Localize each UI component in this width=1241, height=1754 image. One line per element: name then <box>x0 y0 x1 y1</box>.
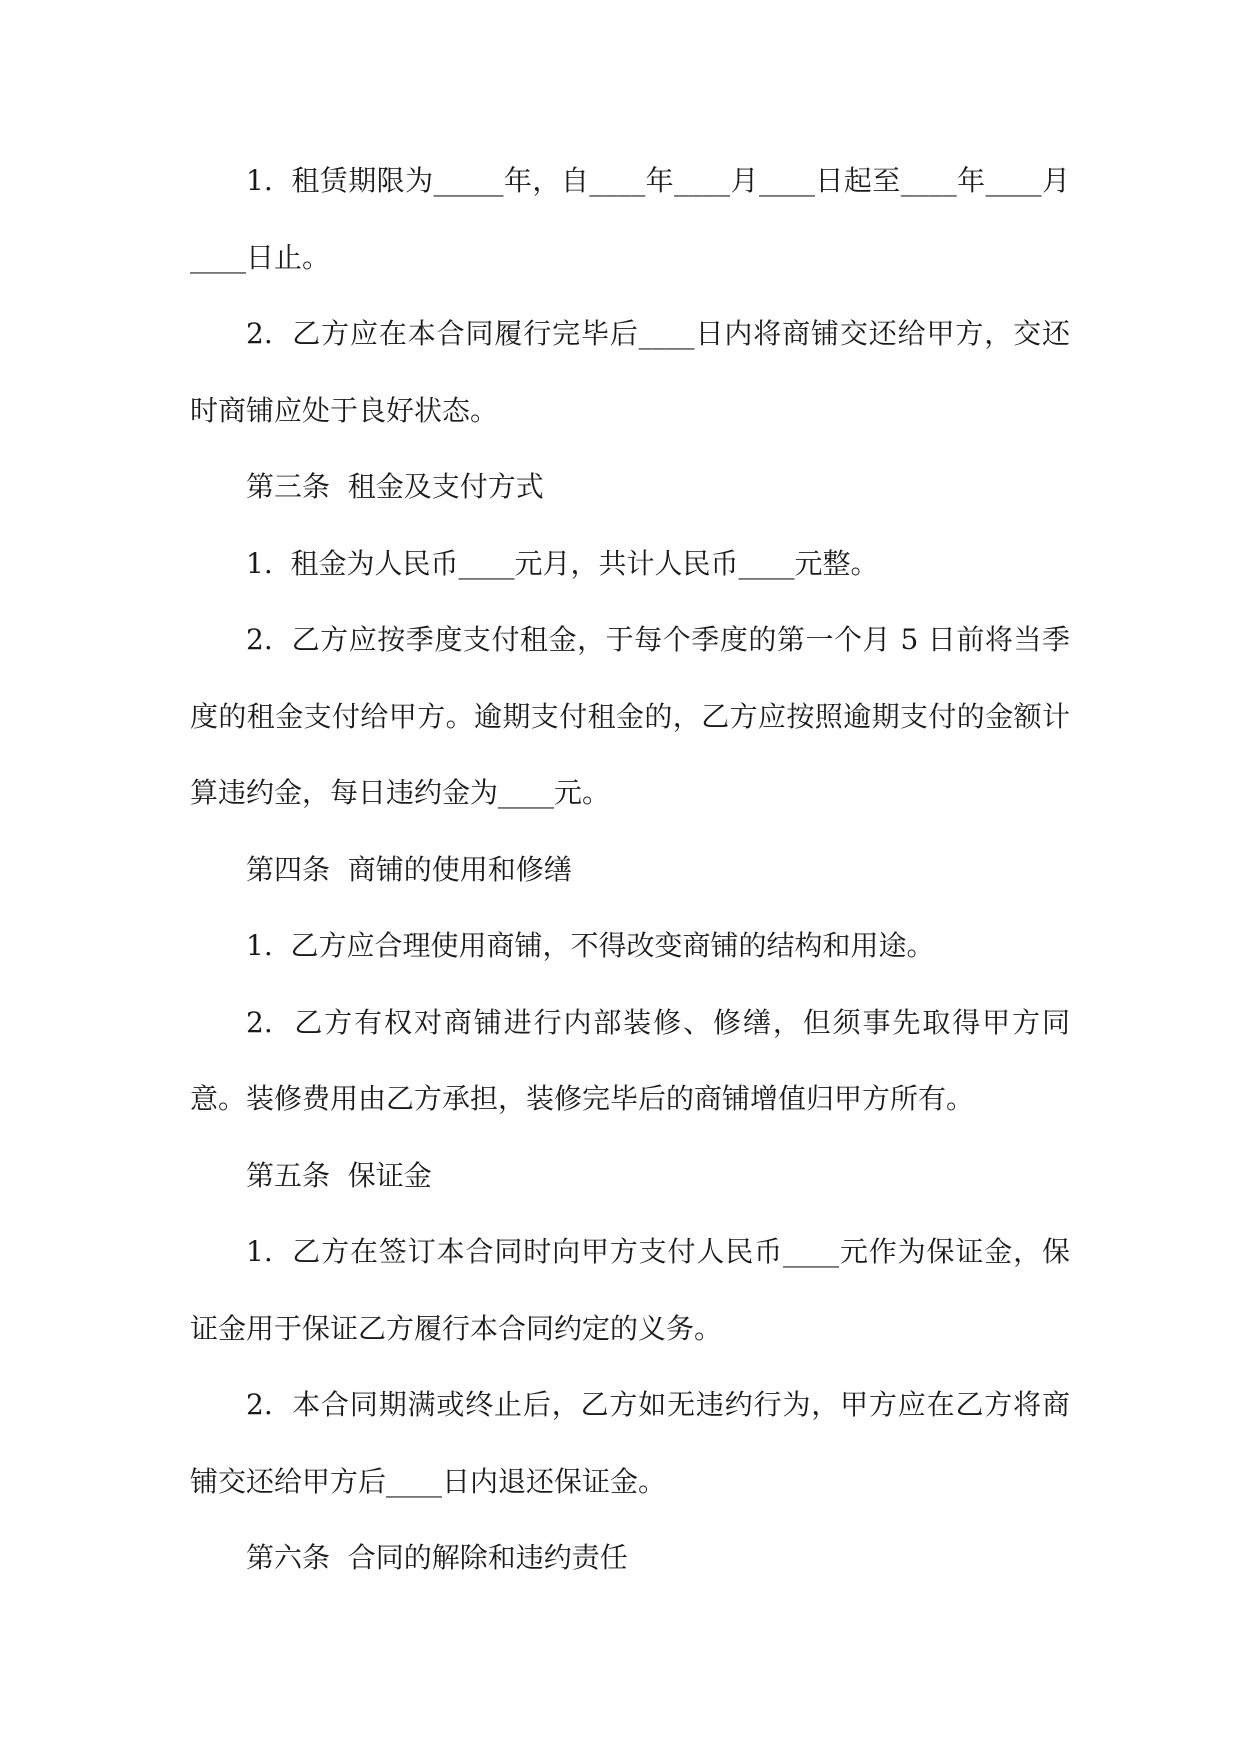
shop-return-clause: 2. 乙方应在本合同履行完毕后____日内将商铺交还给甲方，交还时商铺应处于良好状态。 <box>190 317 1070 427</box>
document-body <box>190 143 1070 1597</box>
rent-payment-clause: 2. 乙方应按季度支付租金，于每个季度的第一个月 5 日前将当季度的租金支付给甲方。逾期支付租金的，乙方应按照逾期支付的金额计算违约金，每日违约金为____元。 <box>190 623 1070 809</box>
rent-amount-clause: 1. 租金为人民币____元月，共计人民币____元整。 <box>246 546 879 580</box>
renovation-clause: 2. 乙方有权对商铺进行内部装修、修缮，但须事先取得甲方同意。装修费用由乙方承担，装修完毕后的商铺增值归甲方所有。 <box>190 1005 1070 1115</box>
article-6-heading: 第六条 合同的解除和违约责任 <box>246 1541 628 1574</box>
article-5-heading: 第五条 保证金 <box>246 1158 432 1192</box>
deposit-payment-clause: 1. 乙方在签订本合同时向甲方支付人民币____元作为保证金，保证金用于保证乙方履行本合同约定的义务。 <box>190 1235 1070 1345</box>
shop-use-clause: 1. 乙方应合理使用商铺，不得改变商铺的结构和用途。 <box>246 929 935 962</box>
lease-term-clause: 1. 租赁期限为_____年，自____年____月____日起至____年____月____日止。 <box>190 164 1070 274</box>
article-3-heading: 第三条 租金及支付方式 <box>246 470 544 503</box>
article-4-heading: 第四条 商铺的使用和修缮 <box>246 852 572 886</box>
deposit-refund-clause: 2. 本合同期满或终止后，乙方如无违约行为，甲方应在乙方将商铺交还给甲方后____日内退还保证金。 <box>190 1388 1070 1498</box>
